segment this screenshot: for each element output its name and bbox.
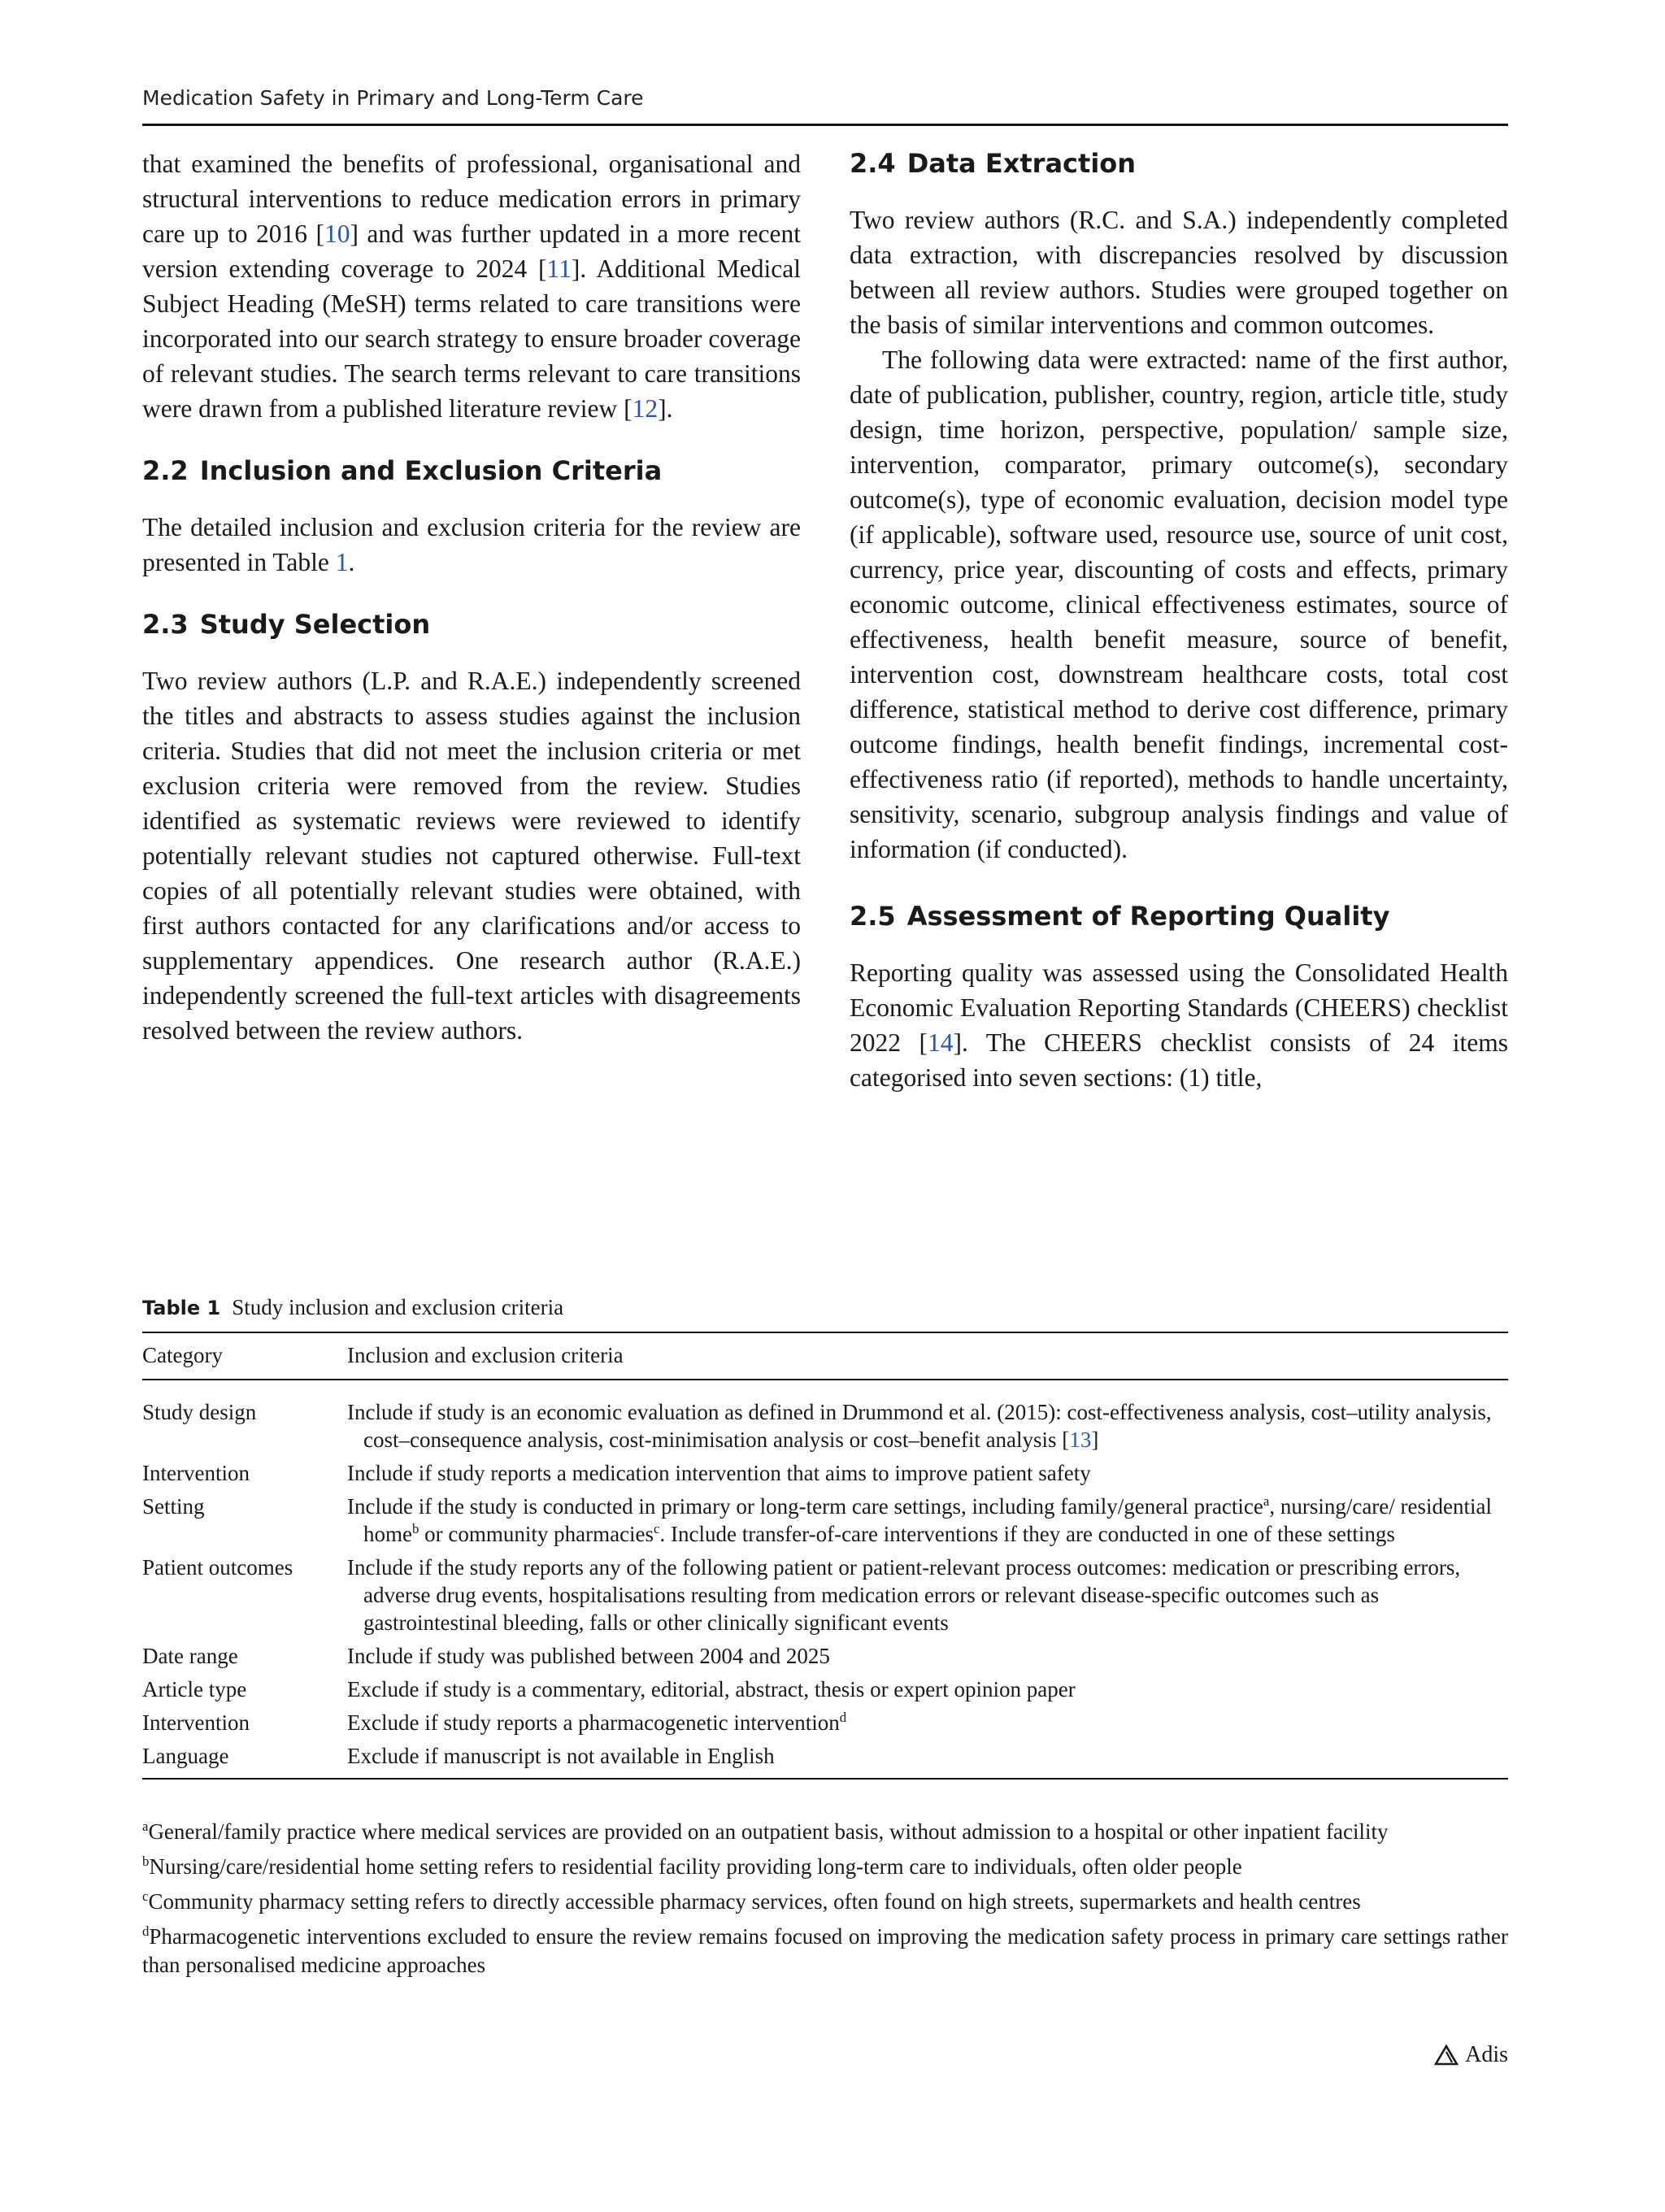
criteria-text: , nursing/care/ residential home (363, 1494, 1492, 1546)
table-1-link[interactable]: 1 (335, 548, 349, 576)
footnote (142, 1888, 1508, 1916)
row-criteria (347, 1380, 1508, 1457)
intro-text-3: ]. Additional Medical Subject Heading (MeSH) terms related to care transitions were incorporated into our search strategy to ensure broader coverage of relevant studies. The search terms relevant to care transitions were drawn from a published literature review [ (142, 254, 801, 423)
sec-2-2-text-before: The detailed inclusion and exclusion criteria for the review are presented in Table (142, 513, 801, 576)
section-heading-2-3 (142, 607, 801, 642)
footnote (142, 1818, 1508, 1846)
citation-13[interactable]: 13 (1069, 1428, 1092, 1452)
publisher-name: Adis (1465, 2042, 1508, 2067)
section-2-4-para-2: The following data were extracted: name of the first author, date of publication, publisher, country, region, article title, study design, time horizon, perspective, population/ sample size, intervention, comparator, primary outcome(s), secondary outcome(s), type of economic evaluation, decision model type (if applicable), software used, resource use, source of unit cost, currency, price year, discounting of costs and effects, primary economic outcome, clinical effectiveness estimates, source of effectiveness, health benefit measure, source of benefit, intervention cost, downstream healthcare costs, total cost difference, statistical method to derive cost difference, primary outcome findings, health benefit findings, incremental cost-effectiveness ratio (if reported), methods to handle uncertainty, sensitivity, scenario, subgroup analysis findings and value of information (if conducted). (850, 345, 1508, 863)
running-head: Medication Safety in Primary and Long-Term Care (142, 86, 644, 110)
footnote (142, 1923, 1508, 1980)
row-criteria (347, 1490, 1508, 1551)
row-category: Date range (142, 1644, 238, 1668)
table-row (142, 1640, 1508, 1673)
row-category: Patient outcomes (142, 1555, 293, 1580)
section-2-3-text: Two review authors (L.P. and R.A.E.) independently screened the titles and abstracts to assess studies against the inclusion criteria. Studies that did not meet the inclusion criteria or met exclusion criteria were removed from the review. Studies identified as systematic reviews were reviewed to identify potentially relevant studies not captured otherwise. Full-text copies of all potentially relevant studies were obtained, with first authors contacted for any clarifications and/or access to supplementary appendices. One research author (R.A.E.) independently screened the full-text articles with disagreements resolved between the review authors. (142, 667, 801, 1045)
section-title: Assessment of Reporting Quality (906, 901, 1390, 932)
table-row (142, 1457, 1508, 1490)
footnote-mark-b: b (412, 1521, 420, 1536)
sec-2-5-text-after: ]. The CHEERS checklist consists of 24 items categorised into seven sections: (1) title, (850, 1028, 1508, 1092)
right-column (850, 146, 1508, 1095)
section-number: 2.5 (850, 901, 896, 932)
table-row (142, 1490, 1508, 1551)
section-number: 2.4 (850, 148, 896, 179)
row-category: Language (142, 1740, 347, 1779)
criteria-text: Include if study is an economic evaluation as defined in Drummond et al. (2015): cost-effectiveness analysis, cost–utility analysis, cost–consequence analysis, cost-minimisation analysis or cost–benefit analysis [ (347, 1400, 1492, 1452)
footnote (142, 1853, 1508, 1881)
table-caption (142, 1293, 563, 1323)
sec-2-5-text-before: Reporting quality was assessed using the Consolidated Health Economic Evaluation Reporting Standards (CHEERS) checklist 2022 [ (850, 958, 1508, 1057)
left-column (142, 146, 801, 1048)
table-row (142, 1551, 1508, 1640)
intro-text-1: that examined the benefits of professional, organisational and structural interventions to reduce medication errors in primary care up to 2016 [ (142, 150, 801, 248)
footnote-mark: a (142, 1819, 149, 1834)
footnote-text: Community pharmacy setting refers to directly accessible pharmacy services, often found on high streets, supermarkets and health centres (148, 1889, 1361, 1914)
row-criteria: Exclude if study is a commentary, editorial, abstract, thesis or expert opinion paper (347, 1677, 1076, 1701)
row-criteria: Include if study was published between 2004 and 2025 (347, 1644, 830, 1668)
citation-12[interactable]: 12 (632, 394, 659, 423)
table-caption-text: Study inclusion and exclusion criteria (232, 1295, 564, 1319)
row-criteria: Include if the study reports any of the following patient or patient-relevant process outcomes: medication or prescribing errors, adverse drug events, hospitalisations resulting from medication errors or relevant disease-specific outcomes such as gastrointestinal bleeding, falls or other clinically significant events (347, 1555, 1461, 1635)
section-heading-2-4 (850, 146, 1508, 181)
section-number: 2.3 (142, 609, 189, 640)
column-header-category: Category (142, 1332, 347, 1380)
footnote-mark-c: c (654, 1521, 660, 1536)
column-header-criteria: Inclusion and exclusion criteria (347, 1332, 1508, 1380)
table-row (142, 1706, 1508, 1740)
table-row (142, 1673, 1508, 1706)
criteria-text: or community pharmacies (419, 1522, 654, 1546)
citation-14[interactable]: 14 (927, 1028, 954, 1057)
footnote-text: Pharmacogenetic interventions excluded to ensure the review remains focused on improving the medication safety process in primary care settings rather than personalised medicine approaches (142, 1924, 1508, 1977)
criteria-table (142, 1332, 1508, 1780)
section-title: Inclusion and Exclusion Criteria (199, 455, 663, 486)
footnote-mark-d: d (839, 1710, 847, 1725)
row-criteria (347, 1706, 1508, 1740)
row-category: Setting (142, 1494, 205, 1519)
footnote-mark: b (142, 1853, 150, 1869)
publisher-mark (1434, 2042, 1508, 2068)
section-2-5-text (850, 955, 1508, 1095)
criteria-text-end: ] (1091, 1428, 1099, 1452)
section-title: Data Extraction (906, 148, 1137, 179)
section-title: Study Selection (199, 609, 431, 640)
section-2-4-para-1: Two review authors (R.C. and S.A.) independently completed data extraction, with discrepancies resolved by discussion between all review authors. Studies were grouped together on the basis of similar interventions and common outcomes. (850, 206, 1508, 339)
criteria-text: . Include transfer-of-care interventions if they are conducted in one of these settings (659, 1522, 1395, 1546)
row-criteria: Exclude if manuscript is not available in English (347, 1740, 1508, 1779)
header-rule (142, 124, 1508, 126)
citation-10[interactable]: 10 (324, 219, 350, 248)
table-row (142, 1740, 1508, 1779)
table-header-row (142, 1332, 1508, 1380)
intro-text-4: ]. (658, 394, 673, 423)
citation-11[interactable]: 11 (546, 254, 572, 283)
sec-2-2-text-after: . (348, 548, 355, 576)
table-footnotes (142, 1818, 1508, 1986)
table-label: Table 1 (142, 1297, 221, 1319)
section-number: 2.2 (142, 455, 189, 486)
footnote-mark: d (142, 1923, 150, 1939)
criteria-text: Include if the study is conducted in primary or long-term care settings, including family/general practice (347, 1494, 1263, 1519)
adis-triangle-logo-icon (1434, 2045, 1459, 2066)
intro-paragraph (142, 146, 801, 426)
criteria-text: Exclude if study reports a pharmacogenetic intervention (347, 1710, 840, 1735)
footnote-mark: c (142, 1888, 149, 1904)
section-heading-2-5 (850, 899, 1508, 934)
row-category: Intervention (142, 1461, 250, 1485)
section-2-2-text (142, 510, 801, 580)
footnote-mark-a: a (1263, 1493, 1270, 1509)
row-criteria: Include if study reports a medication intervention that aims to improve patient safety (347, 1461, 1091, 1485)
intro-text-2: ] and was further updated in a more recent version extending coverage to 2024 [ (142, 219, 801, 283)
section-heading-2-2 (142, 454, 801, 489)
row-category: Study design (142, 1400, 257, 1424)
footnote-text: General/family practice where medical services are provided on an outpatient basis, without admission to a hospital or other inpatient facility (148, 1819, 1389, 1844)
row-category: Article type (142, 1677, 247, 1701)
table-row (142, 1380, 1508, 1457)
row-category: Intervention (142, 1710, 250, 1735)
footnote-text: Nursing/care/residential home setting refers to residential facility providing long-term care to individuals, often older people (149, 1854, 1242, 1879)
